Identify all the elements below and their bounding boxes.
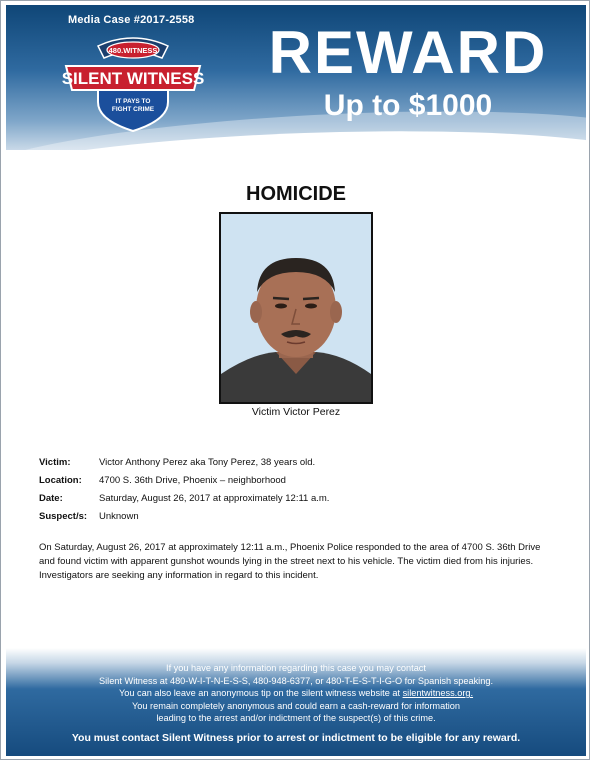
crime-type-heading: HOMICIDE	[246, 183, 346, 205]
silent-witness-logo	[58, 32, 208, 132]
tagline: Silent Witness – It pays to fight crime	[323, 131, 493, 142]
footer-warning: You must contact Silent Witness prior to arrest or indictment to be eligible for any reward.	[71, 732, 521, 744]
logo-phone: 480.WITNESS	[108, 46, 158, 55]
reward-amount: Up to $1000	[323, 89, 493, 122]
footer-banner	[6, 648, 586, 756]
detail-label: Suspect/s:	[39, 511, 88, 522]
logo-motto-line1: IT PAYS TO	[115, 98, 151, 105]
reward-title: REWARD	[268, 19, 548, 86]
media-case-number: Media Case #2017-2558	[68, 14, 195, 26]
victim-portrait-image	[221, 214, 371, 402]
detail-value: Victor Anthony Perez aka Tony Perez, 38 years old.	[99, 457, 316, 468]
detail-value: 4700 S. 36th Drive, Phoenix – neighborhood	[99, 475, 286, 486]
case-narrative: On Saturday, August 26, 2017 at approximately 12:11 a.m., Phoenix Police responded to the area of 4700 S. 36th Drive and found victim with apparent gunshot wounds lying in the street next to his vehicle. The victim died from his injuries. Investigators are seeking any information in regard to this incident.	[39, 542, 541, 581]
footer-line: Silent Witness at 480-W-I-T-N-E-S-S, 480-948-6377, or 480-T-E-S-T-I-G-O for Spanish speaking.	[98, 675, 493, 686]
detail-label: Date:	[39, 493, 63, 504]
footer-line: You can also leave an anonymous tip on the silent witness website at	[118, 688, 403, 699]
footer-line: You remain completely anonymous and could earn a cash-reward for information	[131, 700, 461, 711]
footer-line-website	[6, 687, 586, 700]
footer-contact-text	[6, 662, 586, 725]
website-link[interactable]: silentwitness.org.	[402, 688, 474, 699]
case-details	[39, 457, 549, 529]
logo-name: SILENT WITNESS	[61, 69, 205, 88]
victim-photo	[219, 212, 373, 404]
detail-row-victim	[39, 457, 549, 475]
detail-value: Saturday, August 26, 2017 at approximately 12:11 a.m.	[99, 493, 330, 504]
detail-row-suspects	[39, 511, 549, 529]
footer-line: leading to the arrest and/or indictment of the suspect(s) of this crime.	[156, 713, 436, 724]
detail-row-location	[39, 475, 549, 493]
detail-row-date	[39, 493, 549, 511]
photo-caption: Victim Victor Perez	[251, 406, 341, 418]
logo-motto-line2: FIGHT CRIME	[111, 106, 155, 113]
detail-label: Location:	[39, 475, 82, 486]
footer-line: If you have any information regarding this case you may contact	[166, 663, 426, 673]
detail-value: Unknown	[99, 511, 139, 522]
detail-label: Victim:	[39, 457, 71, 468]
